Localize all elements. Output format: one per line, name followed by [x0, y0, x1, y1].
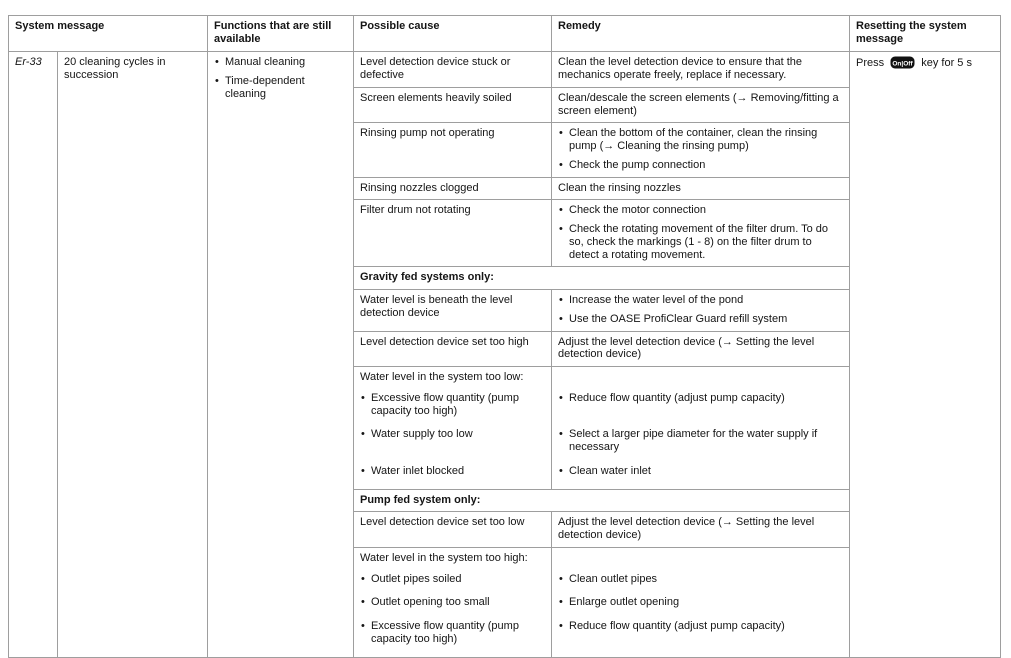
bullet-item: • Reduce flow quantity (adjust pump capacity)	[558, 620, 843, 633]
message-cell: 20 cleaning cycles in succession	[58, 52, 208, 657]
bullet-item: • Check the pump connection	[558, 159, 843, 172]
remedy-cell	[552, 123, 850, 177]
cause-cell	[354, 596, 552, 620]
col-header-remedy: Remedy	[552, 16, 850, 52]
cell-text: Water level is beneath the level detection device	[360, 294, 513, 319]
remedy-cell	[552, 465, 850, 489]
cause-cell	[354, 52, 552, 88]
bullet-item: • Outlet pipes soiled	[360, 573, 545, 586]
bullet-item: • Excessive flow quantity (pump capacity too high)	[360, 620, 545, 646]
cell-text: Filter drum not rotating	[360, 204, 471, 217]
cell-text: Level detection device stuck or defective	[360, 56, 511, 82]
functions-cell	[208, 52, 354, 657]
error-code-cell: Er-33	[9, 52, 58, 657]
bullet-item: • Reduce flow quantity (adjust pump capacity)	[558, 392, 843, 405]
cell-text: Rinsing pump not operating	[360, 127, 495, 140]
cell-text: Clean the level detection device to ensure that the mechanics operate freely, replace if necessary.	[558, 56, 802, 82]
function-item: • Manual cleaning	[214, 56, 347, 69]
bullet-item: • Enlarge outlet opening	[558, 596, 843, 609]
remedy-cell	[552, 290, 850, 332]
cell-text: Level detection device set too high	[360, 335, 529, 348]
remedy-cell	[552, 367, 850, 392]
bullet-item: • Outlet opening too small	[360, 596, 545, 609]
bullet-item: • Clean water inlet	[558, 465, 843, 478]
section-label: Gravity fed systems only:	[354, 267, 850, 290]
bullet-item: • Water inlet blocked	[360, 465, 545, 478]
remedy-cell	[552, 573, 850, 597]
cause-cell	[354, 290, 552, 332]
reset-cell	[850, 52, 1001, 657]
reset-prefix: Press	[856, 57, 888, 70]
cause-remedy-row	[9, 52, 1001, 88]
reset-instruction	[856, 57, 972, 69]
cell-text: Adjust the level detection device (→ Setting the level detection device)	[558, 335, 815, 361]
cause-cell	[354, 547, 552, 572]
cell-text: Screen elements heavily soiled	[360, 91, 512, 104]
cause-cell	[354, 428, 552, 465]
remedy-cell	[552, 177, 850, 200]
remedy-cell	[552, 620, 850, 657]
bullet-item: • Use the OASE ProfiClear Guard refill system	[558, 313, 843, 326]
bullet-item: • Clean the bottom of the container, clean the rinsing pump (→ Cleaning the rinsing pump)	[558, 127, 843, 153]
bullet-item: • Excessive flow quantity (pump capacity too high)	[360, 392, 545, 418]
cause-cell	[354, 465, 552, 489]
remedy-cell	[552, 596, 850, 620]
col-header-resetting: Resetting the system message	[850, 16, 1001, 52]
cell-text: Level detection device set too low	[360, 516, 525, 529]
cell-text: Clean/descale the screen elements (→ Removing/fitting a screen element)	[558, 91, 839, 117]
col-header-system-message: System message	[9, 16, 208, 52]
table-header-row	[9, 16, 1001, 52]
bullet-item: • Check the rotating movement of the filter drum. To do so, check the markings (1 - 8) on the filter drum to detect a rotating movement.	[558, 223, 843, 261]
col-header-functions: Functions that are still available	[208, 16, 354, 52]
col-header-possible-cause: Possible cause	[354, 16, 552, 52]
remedy-cell	[552, 512, 850, 548]
section-label: Pump fed system only:	[354, 489, 850, 512]
remedy-cell	[552, 547, 850, 572]
remedy-cell	[552, 392, 850, 429]
remedy-cell	[552, 87, 850, 123]
remedy-cell	[552, 428, 850, 465]
cause-cell	[354, 200, 552, 267]
remedy-cell	[552, 52, 850, 88]
cell-text: Adjust the level detection device (→ Setting the level detection device)	[558, 516, 815, 542]
cause-cell	[354, 573, 552, 597]
cause-cell	[354, 87, 552, 123]
bullet-item: • Clean outlet pipes	[558, 573, 843, 586]
remedy-cell	[552, 331, 850, 367]
cell-text: Clean the rinsing nozzles	[558, 181, 681, 194]
cause-cell	[354, 392, 552, 429]
cell-text: Rinsing nozzles clogged	[360, 181, 479, 194]
bullet-item: • Increase the water level of the pond	[558, 294, 843, 307]
bullet-item: • Water supply too low	[360, 428, 545, 441]
cause-cell	[354, 123, 552, 177]
reset-suffix: key for 5 s	[918, 57, 972, 70]
cause-cell	[354, 177, 552, 200]
group-intro-text: Water level in the system too low:	[360, 371, 524, 384]
svg-text:On|Off: On|Off	[892, 60, 913, 68]
function-item: • Time-dependent cleaning	[214, 75, 347, 101]
bullet-item: • Select a larger pipe diameter for the water supply if necessary	[558, 428, 843, 454]
troubleshooting-table	[8, 15, 1001, 658]
on-off-key-icon	[890, 56, 915, 69]
group-intro-text: Water level in the system too high:	[360, 551, 528, 564]
remedy-cell	[552, 200, 850, 267]
cause-cell	[354, 512, 552, 548]
bullet-item: • Check the motor connection	[558, 204, 843, 217]
cause-cell	[354, 620, 552, 657]
cause-cell	[354, 367, 552, 392]
cause-cell	[354, 331, 552, 367]
